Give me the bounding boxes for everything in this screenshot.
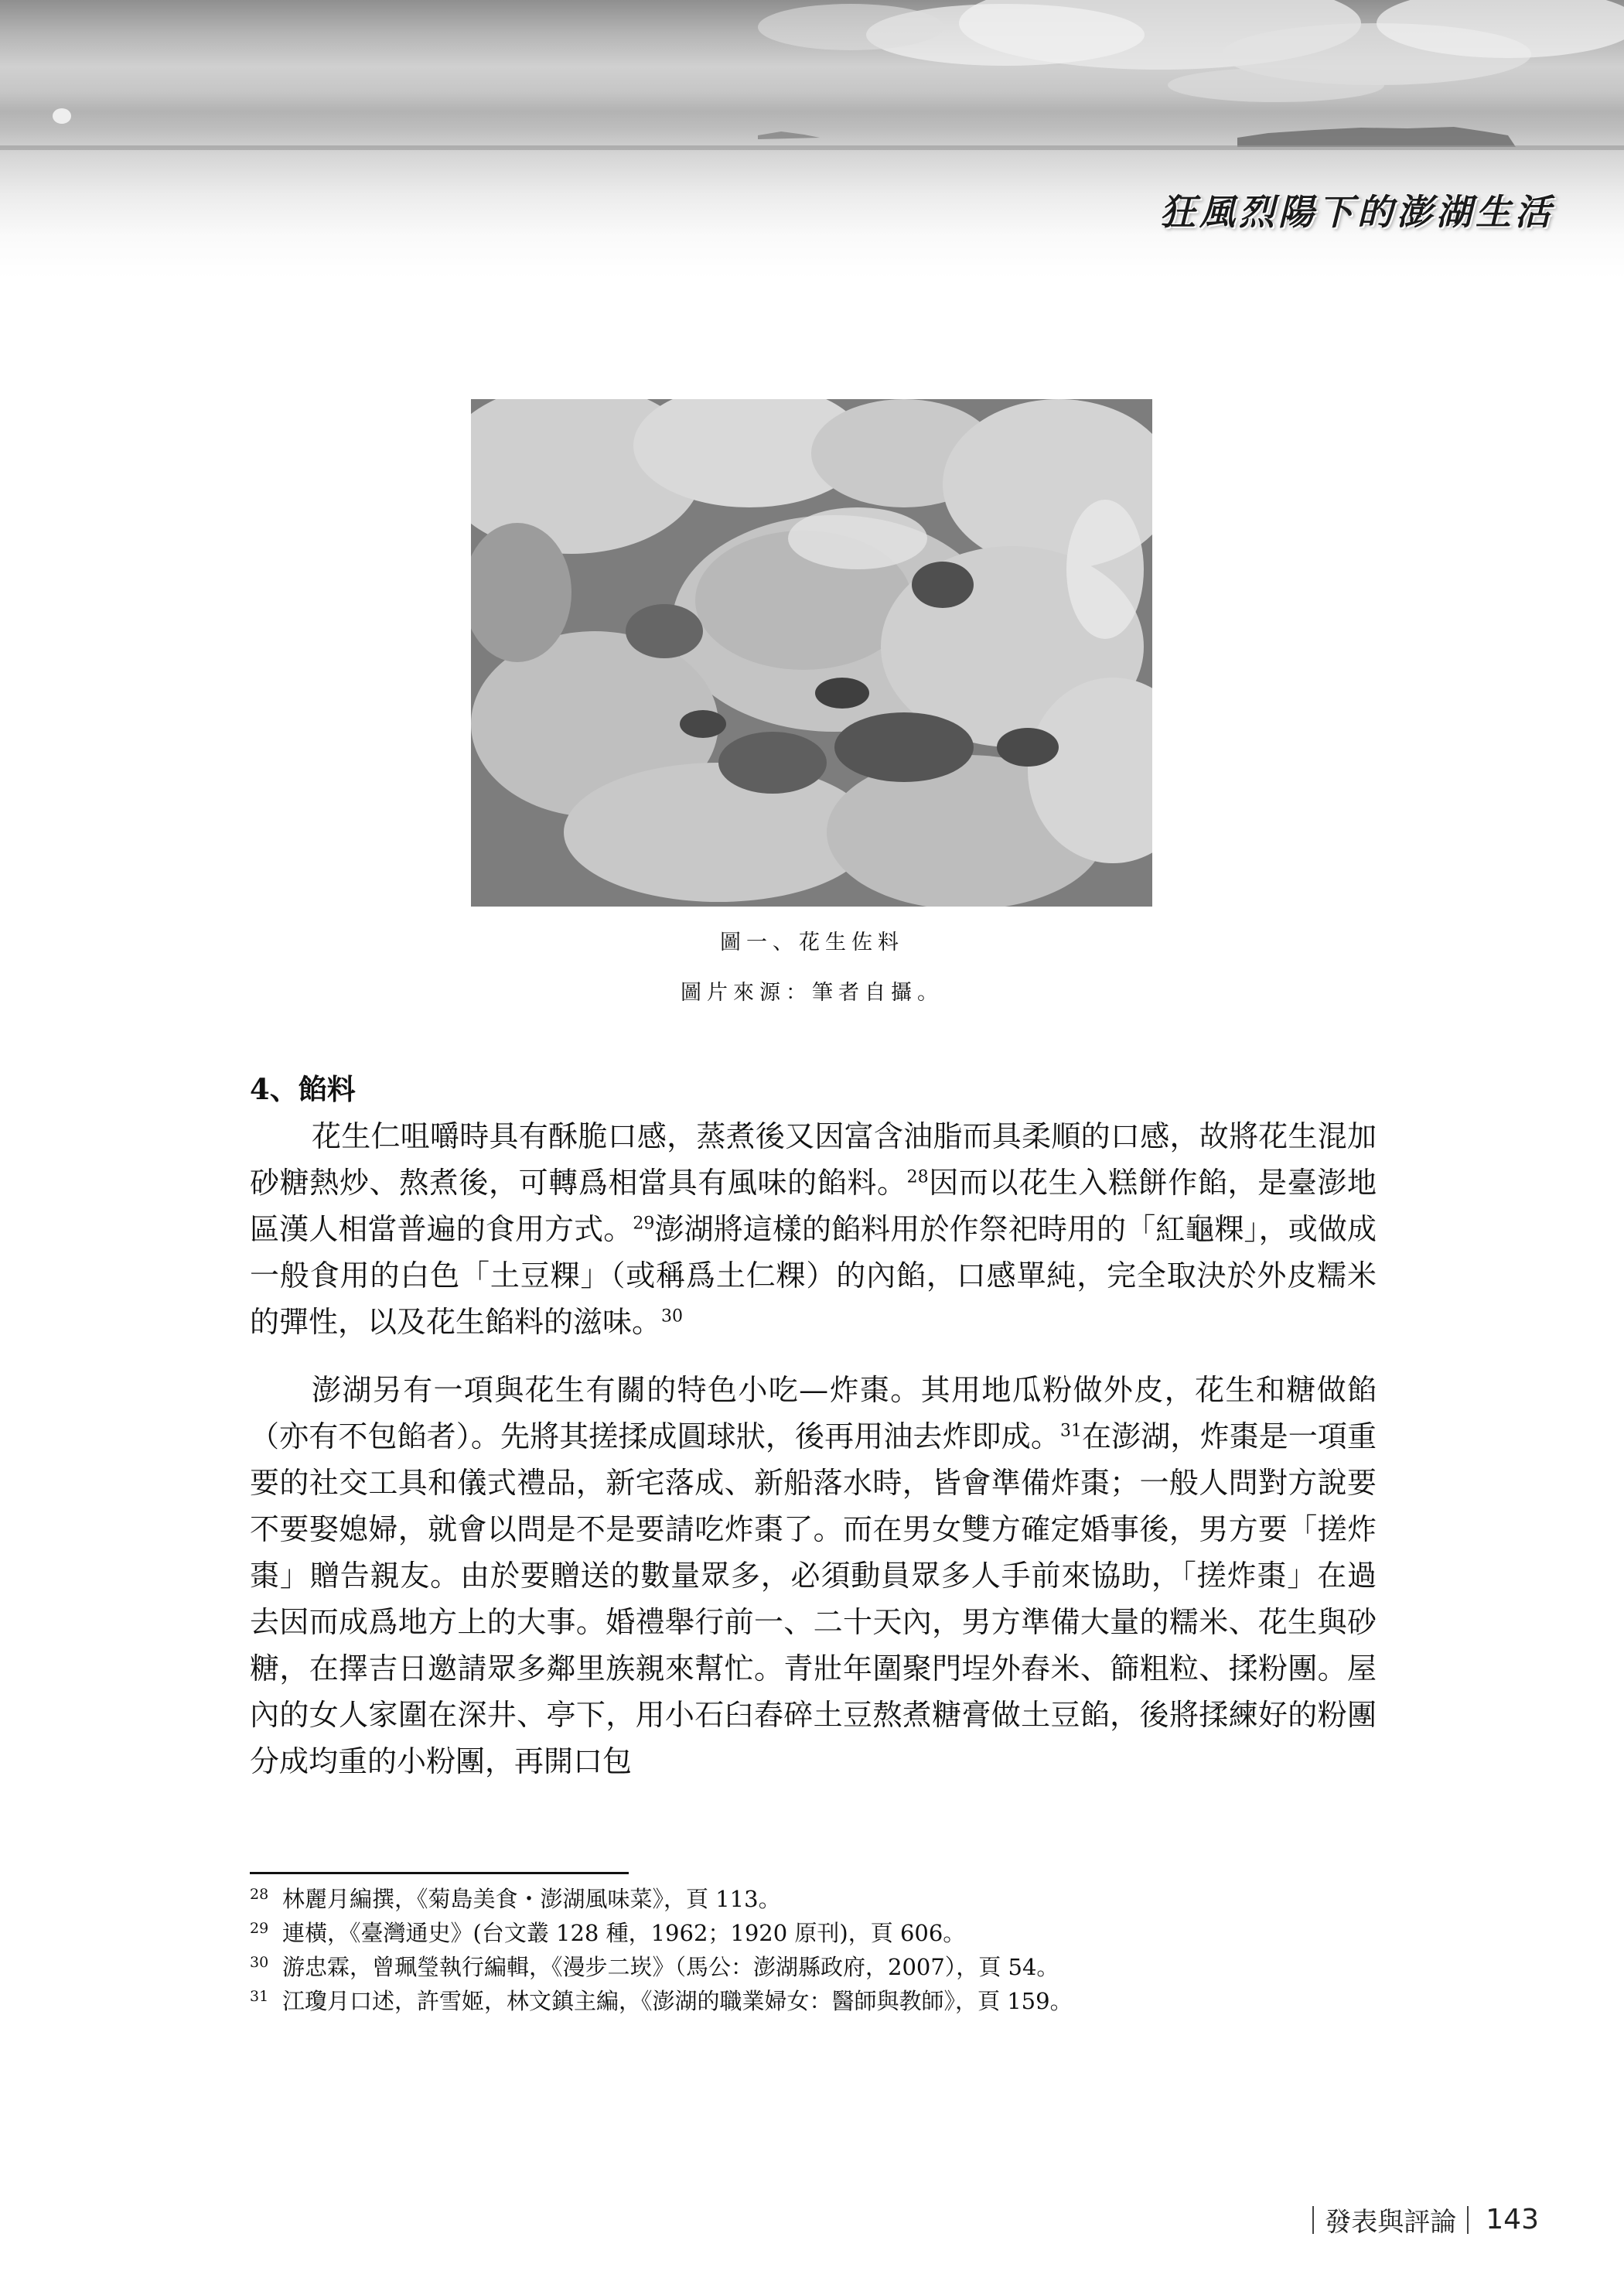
figure-photo-peanut-filling [471,399,1152,907]
paragraph-1-text-c: 澎湖將這樣的餡料用於作祭祀時用的「紅龜粿」，或做成一般食用的白色「土豆粿」（或稱爲土仁粿）的內餡，口感單純，完全取決於外皮糯米的彈性，以及花生餡料的滋味。 [250,1212,1377,1339]
footnote-divider [250,1872,629,1874]
footnote-text: 江瓊月口述，許雪姬，林文鎮主編，《澎湖的職業婦女：醫師與教師》，頁 159。 [282,1988,1073,2014]
footer-section-name: 發表與評論 [1325,2207,1457,2238]
page-number: 143 [1486,2204,1539,2235]
running-header-title: 狂風烈陽下的澎湖生活 [1160,191,1554,233]
header-banner [0,0,1624,278]
footer-divider [1312,2206,1314,2234]
paragraph-1-text-a: 花生仁咀嚼時具有酥脆口感，蒸煮後又因富含油脂而具柔順的口感，故將花生混加砂糖熱炒、熬煮後，可轉爲相當具有風味的餡料。 [250,1119,1377,1200]
paragraph-1-text-b: 因而以花生入糕餅作餡，是臺澎地區漢人相當普遍的食用方式。 [250,1166,1377,1246]
footnote-ref-28: 28 [906,1167,929,1187]
footnote-ref-29: 29 [633,1214,655,1234]
figure-source: 圖片來源：筆者自攝。 [681,981,943,1005]
footnote-ref-30: 30 [661,1306,684,1327]
footnote-number: 31 [250,1988,269,2005]
footnote-29 [250,1916,1379,1950]
footnote-number: 30 [250,1954,269,1971]
paragraph-2-text-b: 在澎湖，炸棗是一項重要的社交工具和儀式禮品，新宅落成、新船落水時，皆會準備炸棗；一般人問對方說要不要娶媳婦，就會以問是不是要請吃炸棗了。而在男女雙方確定婚事後，男方要「搓炸棗」贈告親友。由於要贈送的數量眾多，必須動員眾多人手前來協助，「搓炸棗」在過去因而成爲地方上的大事。婚禮舉行前一、二十天內，男方準備大量的糯米、花生與砂糖，在擇吉日邀請眾多鄰里族親來幫忙。青壯年圍聚門埕外舂米、篩粗粒、揉粉團。屋內的女人家圍在深井、亭下，用小石臼舂碎土豆熬煮糖膏做土豆餡，後將揉練好的粉團分成均重的小粉團，再開口包 [250,1419,1377,1778]
footnote-number: 29 [250,1920,269,1937]
page-footer [1312,2201,1539,2239]
footnote-text: 林麗月編撰，《菊島美食・澎湖風味菜》，頁 113。 [282,1886,781,1912]
sky-sea-banner-image [0,0,1624,278]
footnote-30 [250,1950,1379,1984]
figure-caption: 圖一、花生佐料 [720,931,904,955]
footer-divider [1467,2206,1469,2234]
paragraph-2 [250,1367,1377,1784]
paragraph-2-text-a: 澎湖另有一項與花生有關的特色小吃—炸棗。其用地瓜粉做外皮，花生和糖做餡（亦有不包餡者）。先將其搓揉成圓球狀，後再用油去炸即成。 [250,1373,1377,1453]
footnote-31 [250,1984,1379,2018]
paragraph-1 [250,1113,1377,1345]
footnote-text: 連橫，《臺灣通史》(台文叢 128 種，1962；1920 原刊)，頁 606。 [282,1920,966,1946]
footnote-text: 游忠霖，曾珮瑩執行編輯，《漫步二崁》（馬公：澎湖縣政府，2007），頁 54。 [282,1954,1059,1980]
footnote-ref-31: 31 [1059,1421,1082,1441]
footnote-28 [250,1882,1379,1916]
section-heading: 4、餡料 [250,1072,356,1106]
footnotes [250,1882,1379,2018]
footnote-number: 28 [250,1886,269,1903]
